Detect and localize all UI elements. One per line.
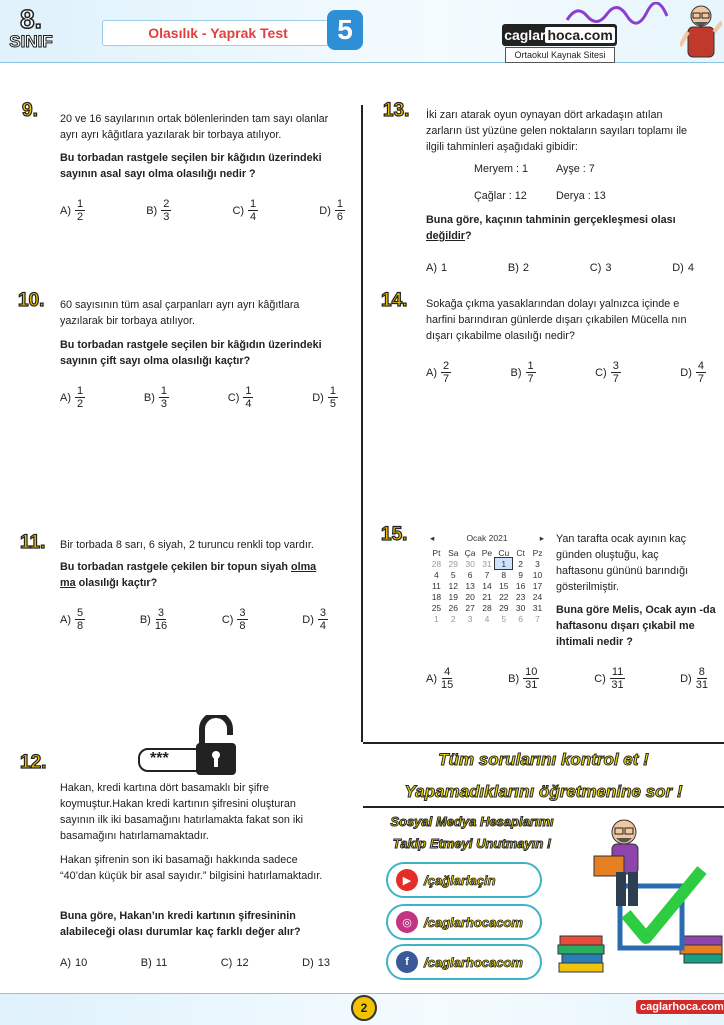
question-13-options [426,262,694,274]
facebook-icon: f [396,951,418,973]
option-value: 1 [441,262,448,274]
calendar-day[interactable]: 8 [501,569,507,580]
question-15-options [426,666,708,691]
answer-option[interactable] [144,385,169,410]
question-12-number: 12. [20,752,47,773]
numerator: 4 [697,360,704,372]
site-logo [502,24,617,46]
calendar-day[interactable]: 3 [535,558,540,569]
guess-caglar: Çağlar : 12 [474,190,527,202]
denominator: 7 [612,373,619,385]
calendar-day[interactable]: 10 [532,569,543,580]
question-12-text-1: Hakan, kredi kartına dört basamaklı bir şifre koymuştur.Hakan kredi kartının şifresini oluşturan sayının ilk iki basamağını hatırlamakta fakat son iki basamağını hatırlamamaktadır. [60,782,304,842]
instagram-handle: /caglarhocacom [424,914,523,930]
question-11-options [60,607,328,632]
worksheet-title: Olasılık - Yaprak Test [102,20,334,46]
question-13-number: 13. [383,100,410,121]
grade-badge [6,6,56,58]
youtube-icon: ▶ [396,869,418,891]
answer-option[interactable] [60,198,85,223]
option-label: A) [426,672,437,685]
question-10-number: 10. [18,290,45,311]
question-9-options [60,198,345,223]
fraction [696,360,706,385]
password-field-illustration: *** [138,748,224,772]
answer-option[interactable] [222,607,248,632]
teacher-with-checkmark-illustration [556,814,724,986]
calendar-day[interactable]: 31 [482,558,492,569]
numerator: 3 [612,360,619,372]
fraction [75,198,85,223]
denominator: 15 [441,679,454,691]
prompt-underlined: değildir [426,230,465,242]
numerator: 1 [329,385,336,397]
question-10-prompt: Bu torbadan rastgele seçilen bir kâğıdın üzerindeki sayının çift sayı olma olasılığı kaçtır? [60,339,322,367]
numerator: 4 [444,666,451,678]
fraction [161,198,171,223]
calendar-day[interactable]: 30 [515,602,526,613]
calendar-day[interactable]: 27 [465,602,475,613]
section-divider [363,742,724,744]
calendar-month: Ocak 2021 [466,533,508,543]
calendar-day[interactable]: 15 [499,580,509,591]
fraction [243,385,253,410]
question-12-options [60,957,330,969]
section-divider [363,806,724,808]
prompt-part: Buna göre, kaçının tahminin gerçekleşmesi olası [426,214,676,226]
numerator: 2 [443,360,450,372]
option-label: B) [510,366,522,379]
calendar-header [428,533,546,544]
denominator: 7 [443,373,450,385]
prompt-part: Buna göre, [60,910,120,922]
numerator: 1 [245,385,252,397]
calendar-day[interactable]: 7 [484,569,490,580]
calendar-day[interactable]: 31 [532,602,543,613]
question-10-options [60,385,338,410]
question-13-prompt [426,212,696,244]
calendar-day[interactable]: 28 [482,602,492,613]
wave-decoration-icon [565,2,675,26]
answer-option[interactable] [680,360,706,385]
question-11-number: 11. [20,532,46,553]
calendar-prev-icon[interactable]: ◂ [430,533,435,543]
fraction [248,198,258,223]
answer-option[interactable] [426,666,453,691]
weekday-header: Ct [516,547,525,558]
calendar-day[interactable]: 11 [432,580,441,591]
option-label: B) [508,672,520,685]
answer-option[interactable] [508,262,529,274]
question-11-text: Bir torbada 8 sarı, 6 siyah, 2 turuncu renkli top vardır. [60,539,314,551]
teacher-avatar-icon [680,2,722,60]
answer-option[interactable] [141,957,167,969]
calendar-day[interactable]: 24 [532,591,543,602]
question-11-prompt [60,559,336,591]
numerator: 1 [77,385,84,397]
calendar-day[interactable]: 16 [515,580,526,591]
numerator: 1 [250,198,257,210]
calendar-day[interactable]: 2 [450,613,456,624]
denominator: 5 [329,398,336,410]
instagram-icon: ◎ [396,911,418,933]
option-label: D) [302,613,314,626]
calendar-day-selected[interactable]: 1 [495,558,512,569]
guess-ayse: Ayşe : 7 [556,163,595,175]
denominator: 3 [163,211,170,223]
calendar-widget [428,533,546,624]
answer-option[interactable] [140,607,167,632]
fraction [237,607,247,632]
question-13-text: İki zarı atarak oyun oynayan dört arkadaşın atılan zarların üst yüzüne gelen noktaların sayıları toplamı ile ilgili tahminleri aşağıdaki gibidir: [426,109,688,153]
fraction [335,198,345,223]
calendar-day[interactable]: 9 [518,569,523,580]
denominator: 2 [77,211,84,223]
page-number: 2 [351,995,377,1021]
fraction [75,607,85,632]
calendar-day[interactable]: 2 [518,558,523,569]
column-divider [361,105,363,742]
option-label: D) [672,262,684,274]
option-label: C) [232,204,245,217]
answer-option[interactable] [312,385,338,410]
option-label: D) [680,366,692,379]
option-value: 13 [317,957,330,969]
denominator: 7 [697,373,704,385]
calendar-day[interactable]: 17 [532,580,543,591]
calendar-day[interactable]: 26 [448,602,458,613]
denominator: 6 [336,211,343,223]
numerator: 8 [698,666,705,678]
denominator: 8 [239,620,246,632]
numerator: 10 [525,666,538,678]
option-label: D) [680,672,692,685]
option-label: B) [139,613,151,626]
answer-option[interactable] [302,957,330,969]
answer-option[interactable] [508,666,539,691]
answer-option[interactable] [60,957,87,969]
calendar-day[interactable]: 18 [431,591,442,602]
denominator: 16 [154,620,168,632]
option-label: B) [146,204,158,217]
padlock-icon [194,715,238,777]
fraction [318,607,328,632]
question-12-prompt [60,908,332,940]
prompt-underlined: olma [290,561,317,573]
numerator: 1 [336,198,343,210]
facebook-handle: /caglarhocacom [424,954,523,970]
question-15-prompt: Buna göre Melis, Ocak ayın -da haftasonu dışarı çıkabil me ihtimali nedir ? [556,604,716,648]
footer-site-url[interactable]: caglarhoca.com [636,1000,724,1014]
option-value: 4 [687,262,694,274]
calendar-day[interactable]: 21 [482,591,492,602]
answer-option[interactable] [590,262,612,274]
answer-option[interactable] [426,262,447,274]
denominator: 8 [77,620,84,632]
calendar-day[interactable]: 14 [482,580,492,591]
option-label: C) [220,957,233,969]
calendar-day[interactable]: 1 [434,613,439,624]
denominator: 4 [245,398,252,410]
question-14-text: Sokağa çıkma yasaklarından dolayı yalnızca içinde e harfini barındıran günlerde dışarı çıkabilen Mücella nın dışarı çıkabilme olasılığı nedir? [426,298,687,342]
grade-number: 8. [20,4,42,34]
denominator: 31 [611,679,624,691]
option-label: C) [589,262,602,274]
option-label: B) [143,391,155,404]
option-label: A) [426,262,437,274]
numerator: 1 [160,385,167,397]
social-title-2: Takip Etmeyi Unutmayın ! [392,836,552,851]
answer-option[interactable] [594,666,625,691]
option-label: C) [227,391,240,404]
site-logo-text-a: caglar [504,27,546,43]
grade-label: SINIF [9,32,53,51]
question-9-text: 20 ve 16 sayılarının ortak bölenlerinden tam sayı olanlar ayrı ayrı kâğıtlara yazılarak bir torbaya atılıyor. [60,113,329,141]
calendar-day[interactable]: 3 [467,613,473,624]
calendar-day[interactable]: 28 [431,558,442,569]
calendar-day[interactable]: 23 [515,591,526,602]
fraction [155,607,167,632]
option-label: B) [507,262,519,274]
fraction [610,666,625,691]
answer-option[interactable] [680,666,708,691]
prompt-underlined: ma [60,577,76,589]
guess-meryem: Meryem : 1 [474,163,528,175]
fraction [75,385,85,410]
denominator: 31 [695,679,708,691]
fraction [441,666,453,691]
option-label: D) [319,204,331,217]
option-label: B) [140,957,152,969]
answer-option[interactable] [228,385,254,410]
promo-line-1: Tüm sorularını kontrol et ! [438,750,649,769]
numerator: 3 [157,607,165,619]
calendar-day[interactable]: 6 [518,613,523,624]
option-label: A) [60,613,71,626]
numerator: 3 [239,607,246,619]
calendar-day[interactable]: 4 [434,569,439,580]
test-number: 5 [327,10,363,50]
denominator: 3 [160,398,167,410]
denominator: 4 [319,620,326,632]
calendar-day[interactable]: 5 [501,613,507,624]
calendar-day[interactable]: 12 [448,580,458,591]
option-label: A) [60,391,71,404]
calendar-day[interactable]: 22 [499,591,509,602]
weekday-header: Sa [448,547,459,558]
instagram-link[interactable] [386,904,542,940]
prompt-part: ? [465,230,472,242]
question-15-text: Yan tarafta ocak ayının kaç günden oluştuğu, kaç haftasonu gününü barındığı gösterilmiştir. [556,533,689,593]
site-tagline: Ortaokul Kaynak Sitesi [505,47,615,63]
site-logo-text-b: hoca.com [547,27,613,43]
question-9-prompt: Bu torbadan rastgele seçilen bir kâğıdın üzerindeki sayının asal sayı olma olasılığı nedir ? [60,152,322,180]
option-value: 2 [522,262,529,274]
numerator: 1 [77,198,84,210]
fraction [159,385,169,410]
numerator: 3 [319,607,326,619]
answer-option[interactable] [232,198,258,223]
promo-line-2: Yapamadıklarını öğretmenine sor ! [404,782,683,801]
answer-option[interactable] [146,198,171,223]
social-title-1: Sosyal Medya Hesaplarımı [390,814,554,829]
option-label: A) [60,204,71,217]
calendar-day[interactable]: 30 [465,558,475,569]
prompt-part: Hakan’ın kredi kartının şifresininin alabileceği olası durumlar kaç farklı değer alır? [60,910,301,938]
weekday-header: Pz [532,547,543,558]
fraction [696,666,708,691]
facebook-link[interactable] [386,944,542,980]
answer-option[interactable] [319,198,345,223]
denominator: 4 [250,211,257,223]
calendar-day[interactable]: 7 [535,613,540,624]
calendar-day[interactable]: 20 [465,591,475,602]
denominator: 31 [525,679,538,691]
option-value: 12 [236,957,249,969]
fraction [328,385,338,410]
answer-option[interactable] [60,385,85,410]
option-value: 11 [155,957,168,969]
calendar-day[interactable]: 13 [465,580,475,591]
option-label: A) [60,957,71,969]
answer-option[interactable] [511,360,536,385]
answer-option[interactable] [221,957,249,969]
calendar-grid [428,547,546,624]
answer-option[interactable] [302,607,328,632]
youtube-link[interactable] [386,862,542,898]
calendar-day[interactable]: 19 [448,591,458,602]
weekday-header: Pt [432,547,441,558]
question-12-text-2: Hakan şifrenin son iki basamağı hakkında sadece “40’dan küçük bir asal sayıdır.” bilgisini hatırlamaktadır. [60,854,323,882]
calendar-next-icon[interactable]: ▸ [539,533,544,543]
question-14-options [426,360,706,385]
option-label: C) [221,613,234,626]
fraction [611,360,621,385]
numerator: 1 [527,360,534,372]
calendar-day[interactable]: 6 [467,569,473,580]
answer-option[interactable] [672,262,694,274]
answer-option[interactable] [595,360,621,385]
calendar-day[interactable]: 4 [484,613,490,624]
question-14-number: 14. [381,290,408,311]
weekday-header: Ça [464,547,476,558]
option-label: D) [312,391,324,404]
numerator: 11 [611,666,624,678]
guess-derya: Derya : 13 [556,190,606,202]
calendar-day[interactable]: 29 [499,602,509,613]
numerator: 5 [77,607,84,619]
answer-option[interactable] [426,360,451,385]
question-15-number: 15. [381,524,408,545]
question-9-number: 9. [22,100,38,121]
option-label: C) [595,366,607,379]
calendar-day[interactable]: 29 [448,558,458,569]
youtube-handle: /çağlarlaçin [424,872,496,888]
numerator: 2 [163,198,170,210]
option-label: C) [594,672,606,685]
fraction [441,360,451,385]
answer-option[interactable] [60,607,85,632]
prompt-part: Bu torbadan rastgele çekilen bir topun siyah [60,561,291,573]
denominator: 2 [77,398,84,410]
fraction [526,360,536,385]
question-10-text: 60 sayısının tüm asal çarpanları ayrı ayrı kâğıtlara yazılarak bir torbaya atılıyor. [60,299,300,327]
prompt-part: olasılığı kaçtır? [75,577,158,589]
calendar-day[interactable]: 5 [450,569,456,580]
weekday-header: Cu [498,547,510,558]
weekday-header: Pe [481,547,493,558]
option-label: A) [426,366,437,379]
option-value: 3 [605,262,612,274]
option-label: D) [302,957,314,969]
fraction [523,666,539,691]
option-value: 10 [75,957,88,969]
denominator: 7 [527,373,534,385]
calendar-day[interactable]: 25 [431,602,442,613]
